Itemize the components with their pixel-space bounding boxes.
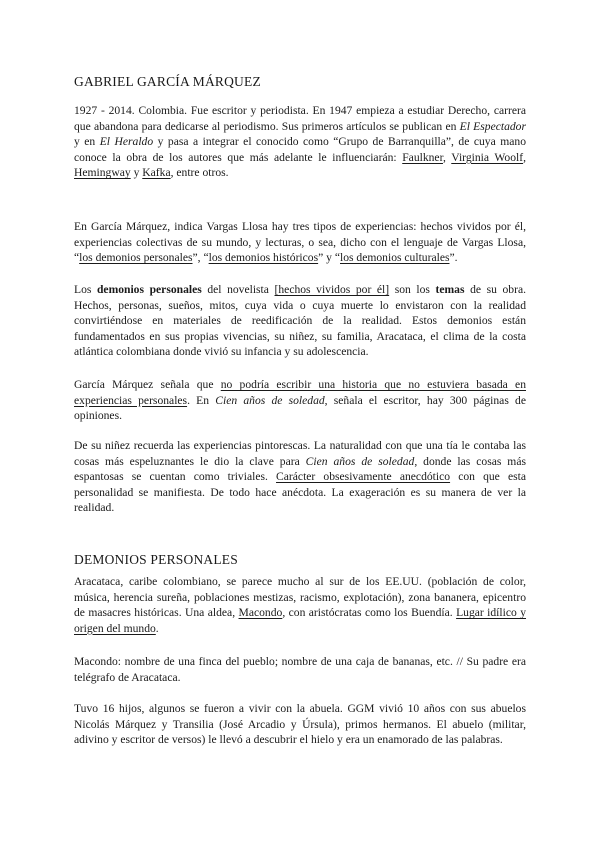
senala-paragraph bbox=[74, 377, 526, 424]
experiencias-personales-underline: no podría escribir una historia que no estuviera basada en experiencias personales bbox=[74, 378, 526, 407]
hechos-vividos-note: [hechos vividos por él] bbox=[274, 283, 390, 296]
vargas-text-4: ”. bbox=[449, 251, 458, 265]
bio-paragraph bbox=[74, 103, 526, 181]
aracataca-text-1: Aracataca, caribe colombiano, se parece mucho al sur de los EE.UU. (población de color, música, herencia sureña, poblaciones mestizas, racismo, explotación), zona bananera, epicentro de masacres históricas. Una aldea, bbox=[74, 575, 526, 620]
document-title: GABRIEL GARCÍA MÁRQUEZ bbox=[74, 74, 261, 89]
cien-anos-title: Cien años de soledad bbox=[215, 393, 325, 407]
author-faulkner: Faulkner bbox=[402, 150, 443, 164]
separator: y bbox=[130, 166, 143, 180]
temas-bold: temas bbox=[435, 283, 465, 296]
demonios-personales-term: los demonios personales bbox=[79, 251, 193, 265]
macondo-paragraph: Macondo: nombre de una finca del pueblo; nombre de una caja de bananas, etc. // Su padre era telégrafo de Aracataca. bbox=[74, 655, 526, 684]
author-kafka: Kafka bbox=[142, 166, 171, 180]
el-heraldo-title: El Heraldo bbox=[99, 135, 154, 149]
vargas-text-1: En García Márquez, indica Vargas Llosa hay tres tipos de experiencias: hechos vividos por él, experiencias colectivas de su mundo, y lecturas, o sea, dicho con el lenguaje de Vargas Llosa, “ bbox=[74, 220, 526, 265]
demonios-historicos-term: los demonios históricos bbox=[208, 251, 319, 265]
demonios-text-2: del novelista bbox=[201, 283, 275, 296]
demonios-text-4: de su obra. Hechos, personas, sueños, mitos, cuya vida o cuya muerte lo envistaron con la realidad convirtiéndose en materiales de reedificación de la realidad. Estos demonios están fundamentados en sus propias vivencias, su niñez, su familia, Aracataca, el clima de la costa atlántica colombiana donde vivió su infancia y su adolescencia. bbox=[74, 283, 526, 359]
cien-anos-title: Cien años de soledad bbox=[305, 454, 415, 468]
ninez-text-3: con que esta personalidad se manifiesta. De todo hace anécdota. La exageración es su manera de ver la realidad. bbox=[74, 470, 527, 515]
bio-text-4: , entre otros. bbox=[170, 166, 229, 180]
lugar-idilico-underline: Lugar idílico y origen del mundo bbox=[74, 606, 526, 635]
demonios-text-1: Los bbox=[74, 283, 97, 296]
aracataca-paragraph bbox=[74, 574, 526, 636]
senala-text-1: García Márquez señala que bbox=[74, 378, 221, 391]
senala-text-2: . En bbox=[187, 393, 216, 407]
section-title: DEMONIOS PERSONALES bbox=[74, 552, 238, 567]
aracataca-text-2: , con aristócratas como los Buendía. bbox=[282, 606, 457, 620]
bio-text-2: y en bbox=[74, 135, 100, 149]
demonios-culturales-term: los demonios culturales bbox=[340, 251, 450, 265]
author-woolf: Virginia Woolf bbox=[451, 150, 524, 164]
author-hemingway: Hemingway bbox=[74, 166, 131, 180]
bio-text-3: y pasa a integrar el conocido como “Grupo de Barranquilla”, de cuya mano conoce la obra de los autores que más adelante le influenciarán: bbox=[74, 135, 526, 164]
senala-text-3: , señala el escritor, hay 300 páginas de opiniones. bbox=[74, 393, 526, 423]
ninez-text-1: De su niñez recuerda las experiencias pintorescas. La naturalidad con que una tía le contaba las cosas más espeluznantes le dio la clave para bbox=[74, 439, 526, 468]
demonios-text-3: son los bbox=[389, 283, 436, 296]
vargas-text-3: ” y “ bbox=[318, 251, 340, 265]
separator: , bbox=[442, 150, 452, 164]
demonios-paragraph bbox=[74, 282, 526, 360]
bio-text-1: 1927 - 2014. Colombia. Fue escritor y periodista. En 1947 empieza a estudiar Derecho, carrera que abandona para dedicarse al periodismo. Sus primeros artículos se publican en bbox=[74, 104, 526, 133]
ninez-paragraph bbox=[74, 438, 526, 516]
aracataca-text-3: . bbox=[155, 621, 159, 635]
demonios-personales-bold: demonios personales bbox=[96, 283, 202, 296]
hijos-paragraph: Tuvo 16 hijos, algunos se fueron a vivir con la abuela. GGM vivió 10 años con sus abuelos Nicolás Márquez y Transilia (José Arcadio y Úrsula), primos hermanos. El abuelo (militar, adivino y escritor de versos) le llevó a descubrir el hielo y era un enamorado de las palabras. bbox=[74, 702, 526, 747]
macondo-underline: Macondo bbox=[238, 606, 283, 620]
el-espectador-title: El Espectador bbox=[459, 119, 526, 133]
separator: , bbox=[523, 150, 526, 164]
ninez-text-2: , donde las cosas más espantosas se cuentan como triviales. bbox=[74, 454, 526, 484]
vargas-text-2: ”, “ bbox=[192, 251, 209, 265]
caracter-anecdotico-underline: Carácter obsesivamente anecdótico bbox=[276, 470, 451, 484]
vargas-llosa-paragraph bbox=[74, 219, 526, 266]
